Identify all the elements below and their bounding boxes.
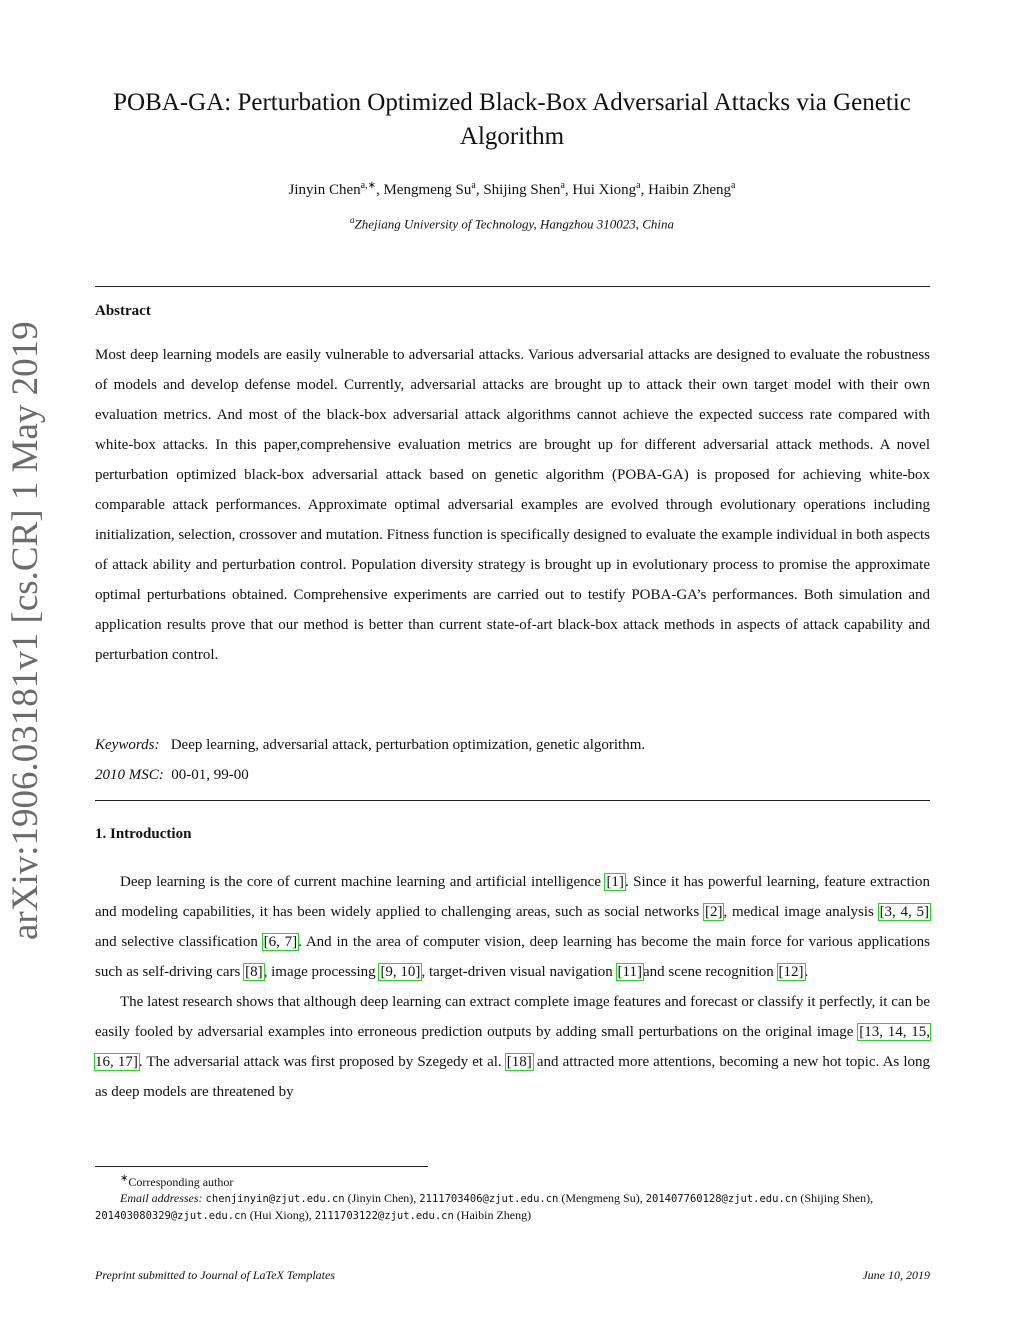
text-run: . The adversarial attack was first proposed by Szegedy et al. bbox=[138, 1054, 506, 1070]
affiliation bbox=[90, 210, 934, 234]
citation-link[interactable]: [18] bbox=[506, 1054, 532, 1070]
author-name: Jinyin Chen bbox=[288, 182, 361, 198]
footnote-corresponding bbox=[95, 1171, 930, 1190]
citation-link[interactable]: [6, 7] bbox=[263, 934, 298, 950]
msc-text: 00-01, 99-00 bbox=[171, 767, 249, 783]
text-run: . And in the area of computer vision, deep learning has become the main force for various applications such as self-driving cars bbox=[95, 934, 930, 980]
text-run: Deep learning is the core of current machine learning and artificial intelligence bbox=[120, 874, 606, 890]
footnote-mark: ∗ bbox=[120, 1173, 129, 1184]
abstract-top-rule bbox=[95, 286, 930, 287]
footnote-emails bbox=[95, 1190, 930, 1224]
text-run: , target-driven visual navigation bbox=[421, 964, 617, 980]
title-line-2: Algorithm bbox=[459, 123, 565, 150]
footer-date: June 10, 2019 bbox=[862, 1268, 930, 1282]
citation-link[interactable]: [9, 10] bbox=[380, 964, 421, 980]
citation-link[interactable]: [13, 14, 15, 16, 17] bbox=[95, 1024, 930, 1070]
paper-title bbox=[90, 86, 934, 154]
author-name: Hui Xiong bbox=[572, 182, 637, 198]
keywords-label: Keywords: bbox=[95, 737, 160, 753]
arxiv-stamp-text: arXiv:1906.03181v1 [cs.CR] 1 May 2019 bbox=[5, 321, 46, 940]
author-name: Mengmeng Su bbox=[383, 182, 472, 198]
text-run: and attracted more attentions, becoming a new hot topic. As long as deep models are threatened by bbox=[95, 1054, 930, 1100]
email-owner: (Jinyin Chen), bbox=[347, 1191, 420, 1205]
citation-link[interactable]: [3, 4, 5] bbox=[879, 904, 929, 920]
author-affil-mark: a bbox=[471, 180, 476, 191]
text-run: . Since it has powerful learning, feature extraction and modeling capabilities, it has been widely applied to challenging areas, such as social networks bbox=[95, 874, 930, 920]
author-name: Haibin Zheng bbox=[648, 182, 731, 198]
affiliation-mark: a bbox=[350, 215, 355, 225]
author-name: Shijing Shen bbox=[483, 182, 561, 198]
citation-link[interactable]: [2] bbox=[704, 904, 723, 920]
footnote-rule bbox=[95, 1166, 428, 1167]
text-run: . bbox=[804, 964, 809, 980]
footnote-corresponding-text: Corresponding author bbox=[128, 1175, 234, 1189]
email-label: Email addresses: bbox=[120, 1191, 203, 1205]
text-run: The latest research shows that although deep learning can extract complete image features and forecast or classify it perfectly, it can be easily fooled by adversarial examples into erroneous prediction outputs by adding small perturbations on the original image bbox=[95, 994, 930, 1040]
citation-link[interactable]: [1] bbox=[606, 874, 624, 890]
email-link[interactable]: chenjinyin@zjut.edu.cn bbox=[205, 1193, 345, 1205]
intro-paragraph-2 bbox=[95, 987, 930, 1107]
author-affil-mark: a bbox=[636, 180, 641, 191]
author-affil-mark: a,∗ bbox=[360, 180, 376, 191]
abstract-text: Most deep learning models are easily vulnerable to adversarial attacks. Various adversarial attacks are designed to evaluate the robustness of models and develop defense model. Currently, adversarial attacks are brought up to attack their own target model with their own evaluation metrics. And most of the black-box adversarial attack algorithms cannot achieve the expected success rate compared with white-box attacks. In this paper,comprehensive evaluation metrics are brought up for different adversarial attack methods. A novel perturbation optimized black-box adversarial attack based on genetic algorithm (POBA-GA) is proposed for achieving white-box comparable attack performances. Approximate optimal adversarial examples are evolved through evolutionary operations including initialization, selection, crossover and mutation. Fitness function is specifically designed to evaluate the example individual in both aspects of attack ability and perturbation control. Population diversity strategy is brought up in evolutionary process to promise the approximate optimal perturbations obtained. Comprehensive experiments are carried out to testify POBA-GA’s performances. Both simulation and application results prove that our method is better than current state-of-art black-box attack methods in aspects of attack capability and perturbation control. bbox=[95, 347, 930, 663]
keywords-text: Deep learning, adversarial attack, perturbation optimization, genetic algorithm. bbox=[170, 737, 646, 753]
text-run: and selective classification bbox=[95, 934, 263, 950]
email-link[interactable]: 201407760128@zjut.edu.cn bbox=[645, 1193, 798, 1205]
author-affil-mark: a bbox=[731, 180, 736, 191]
text-run: , image processing bbox=[263, 964, 380, 980]
msc-line bbox=[95, 764, 930, 786]
email-owner: (Shijing Shen), bbox=[800, 1191, 874, 1205]
section-heading-introduction: 1. Introduction bbox=[95, 826, 192, 842]
footer-preprint-note: Preprint submitted to Journal of LaTeX Templates bbox=[95, 1268, 336, 1282]
email-owner: (Mengmeng Su), bbox=[561, 1191, 646, 1205]
email-link[interactable]: 2111703122@zjut.edu.cn bbox=[314, 1210, 454, 1222]
email-owner: (Haibin Zheng) bbox=[456, 1208, 532, 1222]
abstract-bottom-rule bbox=[95, 800, 930, 801]
email-owner: (Hui Xiong), bbox=[249, 1208, 315, 1222]
msc-label: 2010 MSC: bbox=[95, 767, 164, 783]
affiliation-text: Zhejiang University of Technology, Hangzhou 310023, China bbox=[354, 216, 674, 232]
author-list: Jinyin Chen$^{a,∗}$, Mengmeng Su$^a$, Shijing Shen$^a$, Hui Xiong$^a$, Haibin Zheng$^a$ bbox=[288, 180, 736, 198]
keywords-line bbox=[95, 734, 930, 756]
citation-link[interactable]: [12] bbox=[778, 964, 804, 980]
citation-link[interactable]: [8] bbox=[245, 964, 263, 980]
email-link[interactable]: 201403080329@zjut.edu.cn bbox=[95, 1210, 247, 1222]
citation-link[interactable]: [11] bbox=[617, 964, 642, 980]
title-line-1: POBA-GA: Perturbation Optimized Black-Box Adversarial Attacks via Genetic bbox=[113, 89, 911, 116]
author-affil-mark: a bbox=[560, 180, 565, 191]
intro-paragraph-1 bbox=[95, 867, 930, 987]
footnote bbox=[95, 1171, 930, 1224]
text-run: and scene recognition bbox=[642, 964, 778, 980]
email-link[interactable]: 2111703406@zjut.edu.cn bbox=[419, 1193, 559, 1205]
introduction-body bbox=[95, 867, 930, 1107]
text-run: , medical image analysis bbox=[723, 904, 879, 920]
abstract-heading: Abstract bbox=[95, 303, 151, 319]
